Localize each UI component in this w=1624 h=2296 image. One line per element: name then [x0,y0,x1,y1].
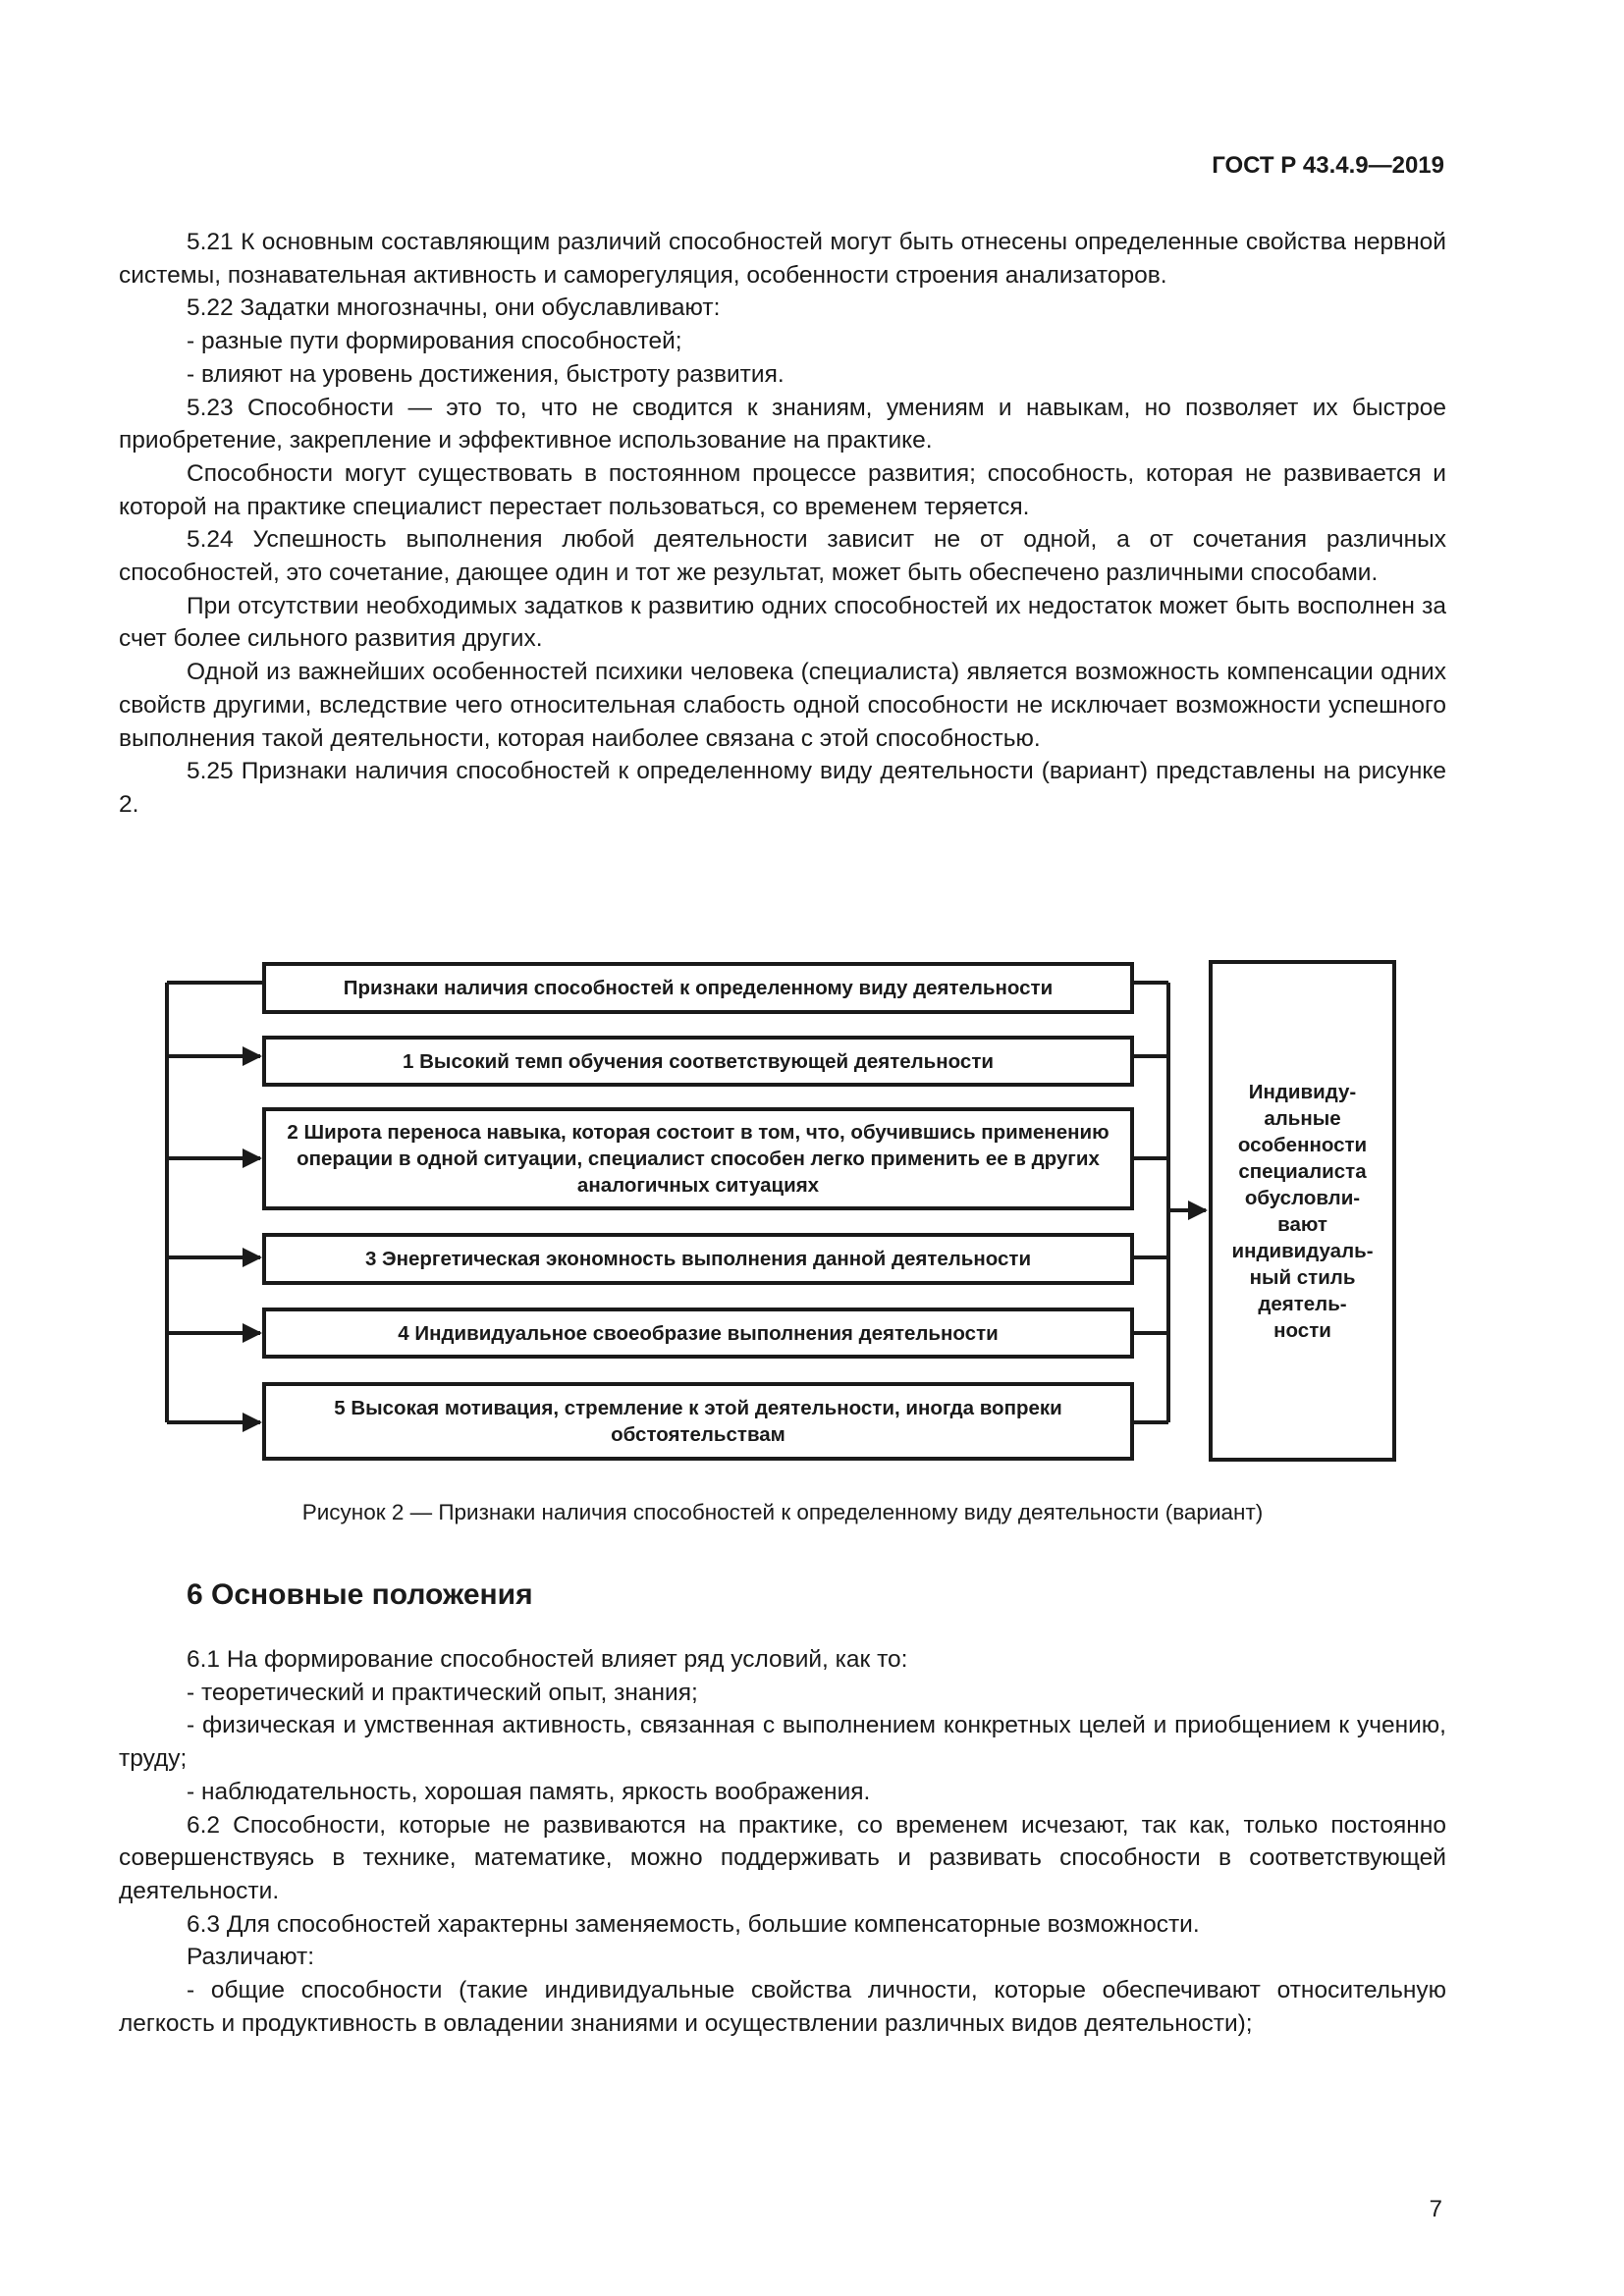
body-text-bottom [119,1643,1446,2040]
paragraph: 6.3 Для способностей характерны заменяемость, большие компенсаторные возможности. [187,1910,1200,1938]
paragraph: - разные пути формирования способностей; [187,328,682,355]
paragraph: 5.21 К основным составляющим различий способностей могут быть отнесены определенные свойства нервной системы, познавательная активность и саморегуляция, особенности строения анализаторов. [119,229,1446,289]
page-number: 7 [1429,2196,1442,2222]
paragraph: Различают: [187,1944,315,1971]
figure-box-2: 2 Широта переноса навыка, которая состоит в том, что, обучившись применению операции в одной ситуации, специалист способен легко применить ее в других аналогичных ситуациях [262,1107,1134,1210]
paragraph: 6.2 Способности, которые не развиваются на практике, со временем исчезают, так как, только постоянно совершенствуясь в технике, математике, можно поддерживать и развивать способности в соответствующей деятельности. [119,1811,1446,1904]
figure-caption: Рисунок 2 — Признаки наличия способностей к определенному виду деятельности (вариант) [301,1500,1264,1524]
figure-box-3: 3 Энергетическая экономность выполнения данной деятельности [262,1233,1134,1285]
paragraph: - физическая и умственная активность, связанная с выполнением конкретных целей и приобщением к учению, труду; [119,1712,1446,1773]
paragraph: - теоретический и практический опыт, знания; [187,1679,698,1706]
paragraph: 5.25 Признаки наличия способностей к определенному виду деятельности (вариант) представлены на рисунке 2. [119,758,1446,818]
figure-box-4: 4 Индивидуальное своеобразие выполнения деятельности [262,1308,1134,1359]
paragraph: 5.22 Задатки многозначны, они обуславливают: [187,294,721,322]
paragraph: - наблюдательность, хорошая память, яркость воображения. [187,1778,871,1805]
document-id: ГОСТ Р 43.4.9—2019 [1212,152,1444,179]
paragraph: Одной из важнейших особенностей психики человека (специалиста) является возможность компенсации одних свойств другими, вследствие чего относительная слабость одной способности не исключает возможности успешного выполнения такой деятельности, которая наиболее связана с этой способностью. [119,659,1446,752]
paragraph: 5.24 Успешность выполнения любой деятельности зависит не от одной, а от сочетания различных способностей, это сочетание, дающее один и тот же результат, может быть обеспечено различными способами. [119,526,1446,587]
figure-box-1: 1 Высокий темп обучения соответствующей деятельности [262,1036,1134,1087]
paragraph: При отсутствии необходимых задатков к развитию одних способностей их недостаток может быть восполнен за счет более сильного развития других. [119,592,1446,653]
paragraph: Способности могут существовать в постоянном процессе развития; способность, которая не развивается и которой на практике специалист перестает пользоваться, со временем теряется. [119,459,1446,520]
figure-box-5: 5 Высокая мотивация, стремление к этой деятельности, иногда вопреки обстоятельствам [262,1382,1134,1461]
paragraph: - влияют на уровень достижения, быстроту развития. [187,360,785,388]
paragraph: 6.1 На формирование способностей влияет ряд условий, как то: [187,1646,908,1673]
paragraph: - общие способности (такие индивидуальные свойства личности, которые обеспечивают относительную легкость и продуктивность в овладении знаниями и осуществлении различных видов деятельности); [119,1977,1446,2037]
figure-right-box: Индивиду- альные особенности специалиста обусловли- вают индивидуаль- ный стиль деятель- ности [1209,960,1396,1462]
section-title: 6 Основные положения [187,1578,533,1611]
figure-box-header: Признаки наличия способностей к определенному виду деятельности [262,962,1134,1014]
paragraph: 5.23 Способности — это то, что не сводится к знаниям, умениям и навыкам, но позволяет их быстрое приобретение, закрепление и эффективное использование на практике. [119,394,1446,454]
